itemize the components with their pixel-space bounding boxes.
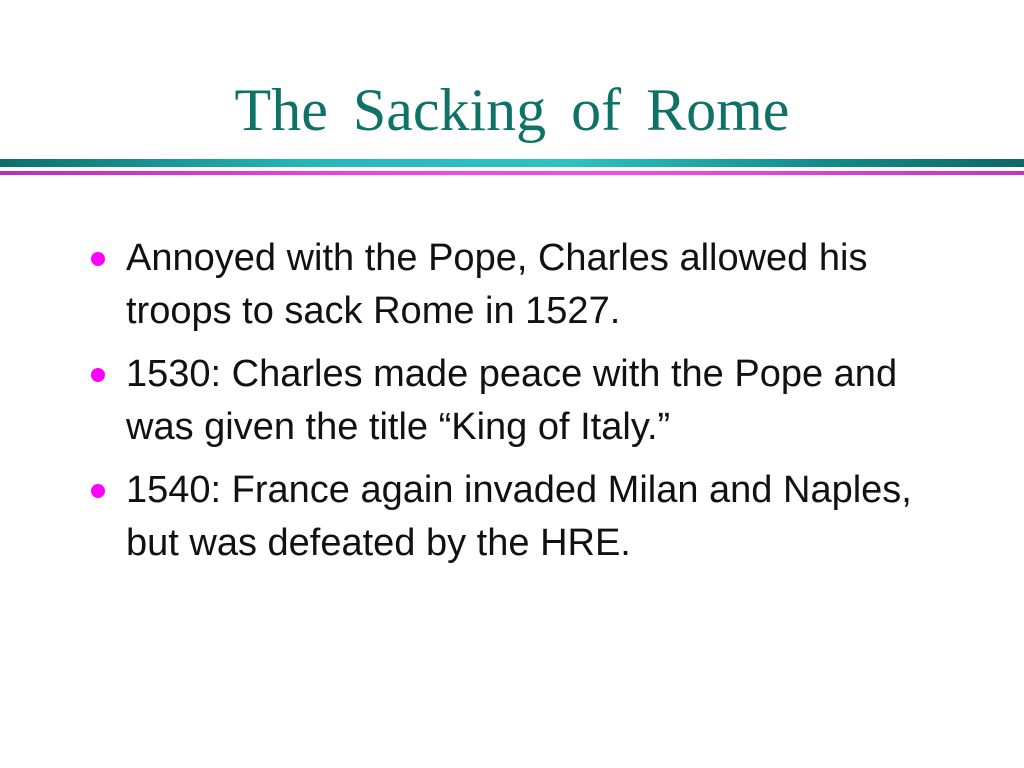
bullet-dot-icon — [91, 368, 105, 382]
bullet-item — [88, 232, 968, 338]
bullet-list — [88, 232, 968, 580]
bullet-item — [88, 464, 968, 570]
bullet-item — [88, 348, 968, 454]
bullet-text: 1540: France again invaded Milan and Naples, but was defeated by the HRE. — [126, 469, 912, 564]
bullet-text: 1530: Charles made peace with the Pope and was given the title “King of Italy.” — [126, 353, 898, 448]
bullet-dot-icon — [91, 252, 105, 266]
slide-title: The Sacking of Rome — [234, 77, 790, 143]
title-underline-magenta — [0, 171, 1024, 175]
bullet-text: Annoyed with the Pope, Charles allowed his troops to sack Rome in 1527. — [126, 237, 868, 332]
title-underline-teal — [0, 159, 1024, 167]
bullet-dot-icon — [91, 484, 105, 498]
